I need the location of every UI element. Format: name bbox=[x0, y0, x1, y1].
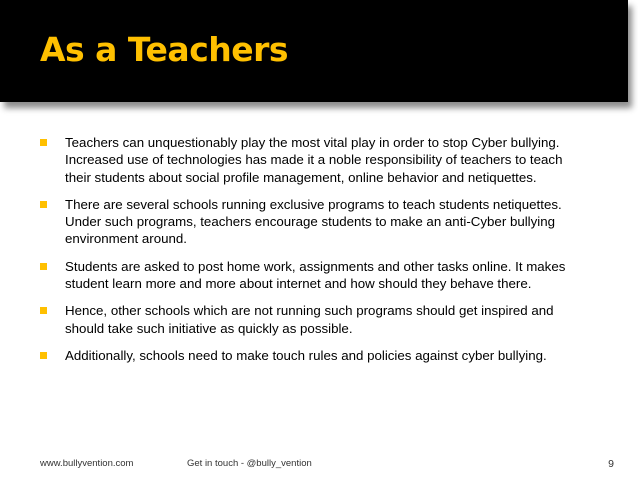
square-bullet-icon bbox=[40, 139, 47, 146]
bullet-text: Hence, other schools which are not running such programs should get inspired and should take such initiative as quickly as possible. bbox=[65, 303, 554, 336]
slide-title: As a Teachers bbox=[40, 30, 289, 69]
footer-website: www.bullyvention.com bbox=[40, 458, 134, 469]
title-band bbox=[0, 0, 628, 102]
bullet-list bbox=[40, 134, 585, 374]
bullet-item bbox=[40, 302, 585, 337]
square-bullet-icon bbox=[40, 201, 47, 208]
bullet-text: There are several schools running exclusive programs to teach students netiquettes. Under such programs, teachers encourage students to make an anti-Cyber bullying environment around. bbox=[65, 196, 562, 247]
footer-contact: Get in touch - @bully_vention bbox=[187, 458, 312, 469]
bullet-item bbox=[40, 347, 585, 364]
square-bullet-icon bbox=[40, 352, 47, 359]
bullet-item bbox=[40, 258, 585, 293]
bullet-text: Students are asked to post home work, assignments and other tasks online. It makes student learn more and more about internet and how should they behave there. bbox=[65, 258, 566, 292]
bullet-text: Additionally, schools need to make touch rules and policies against cyber bullying. bbox=[65, 347, 547, 363]
bullet-item bbox=[40, 196, 585, 248]
square-bullet-icon bbox=[40, 307, 47, 314]
square-bullet-icon bbox=[40, 263, 47, 270]
page-number: 9 bbox=[608, 458, 614, 470]
bullet-text: Teachers can unquestionably play the most vital play in order to stop Cyber bullying. Increased use of technologies has made it a noble responsibility of teachers to teach their students about social profile management, online behavior and netiquettes. bbox=[65, 135, 563, 185]
bullet-item bbox=[40, 134, 585, 186]
